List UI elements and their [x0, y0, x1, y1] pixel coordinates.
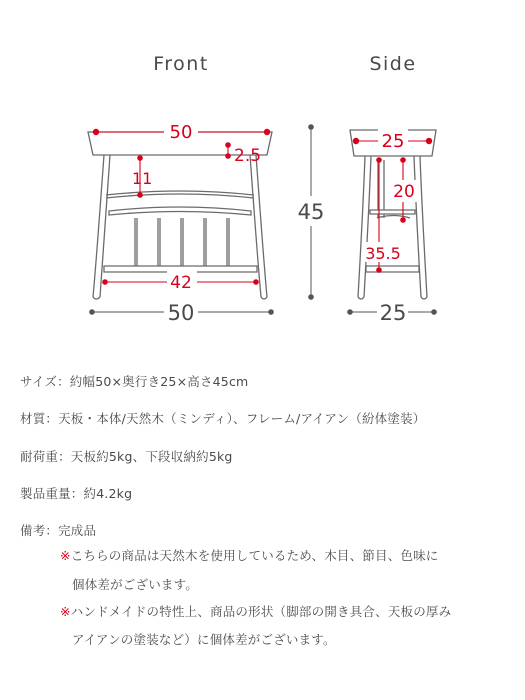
front-apron-height-label: 11 [132, 169, 153, 188]
spec-load: 耐荷重：天板約5kg、下段収納約5kg [20, 449, 233, 464]
overall-height-dimension [298, 124, 325, 300]
note-2-line-1: ハンドメイドの特性上、商品の形状（脚部の開き具合、天板の厚み [70, 604, 452, 619]
side-mid-board [370, 210, 415, 214]
front-basket-bars [135, 218, 229, 267]
spec-remarks: 備考：完成品 [20, 523, 97, 538]
side-view-drawing [350, 130, 436, 299]
front-upper-frame [106, 191, 254, 198]
front-view-title: Front [153, 53, 209, 75]
dimension-diagram [0, 0, 525, 340]
front-leg-feet [93, 297, 267, 299]
front-mid-board [109, 207, 251, 215]
side-top-depth-label: 25 [381, 131, 405, 152]
note-1-line-2: 個体差がございます。 [72, 577, 199, 592]
front-dimension-42 [102, 271, 259, 293]
side-dimension-25-overall [347, 301, 437, 325]
note-2 [60, 602, 451, 620]
overall-height-label: 45 [297, 200, 325, 224]
side-overall-depth-label: 25 [379, 301, 407, 325]
spec-material: 材質：天板・本体/天然木（ミンディ）、フレーム/アイアン（紛体塗装） [20, 411, 426, 426]
note-1 [60, 546, 439, 564]
note-1-line-1: こちらの商品は天然木を使用しているため、木目、節目、色味に [70, 548, 439, 563]
side-bottom-shelf [366, 266, 419, 272]
side-apron-height-label: 20 [393, 182, 415, 202]
side-view-title: Side [369, 53, 417, 75]
front-top-thickness-label: 2.5 [234, 146, 262, 166]
front-dimension-50-overall [89, 301, 274, 325]
note-2-line-2: アイアンの塗装など）に個体差がございます。 [72, 632, 336, 647]
front-overall-width-label: 50 [167, 301, 195, 325]
front-top-width-label: 50 [169, 122, 193, 143]
side-shelf-height-label: 35.5 [365, 244, 401, 263]
front-right-leg [250, 155, 267, 297]
note-2-mark: ※ [60, 604, 71, 619]
spec-weight: 製品重量：約4.2kg [20, 486, 133, 501]
front-shelf-width-label: 42 [170, 273, 192, 293]
note-1-mark: ※ [60, 548, 71, 563]
front-left-leg [93, 155, 110, 297]
side-leg-feet [358, 297, 427, 299]
spec-size: サイズ：約幅50×奥行き25×高さ45cm [20, 374, 249, 389]
side-right-leg [414, 156, 427, 297]
side-left-leg [358, 156, 371, 297]
